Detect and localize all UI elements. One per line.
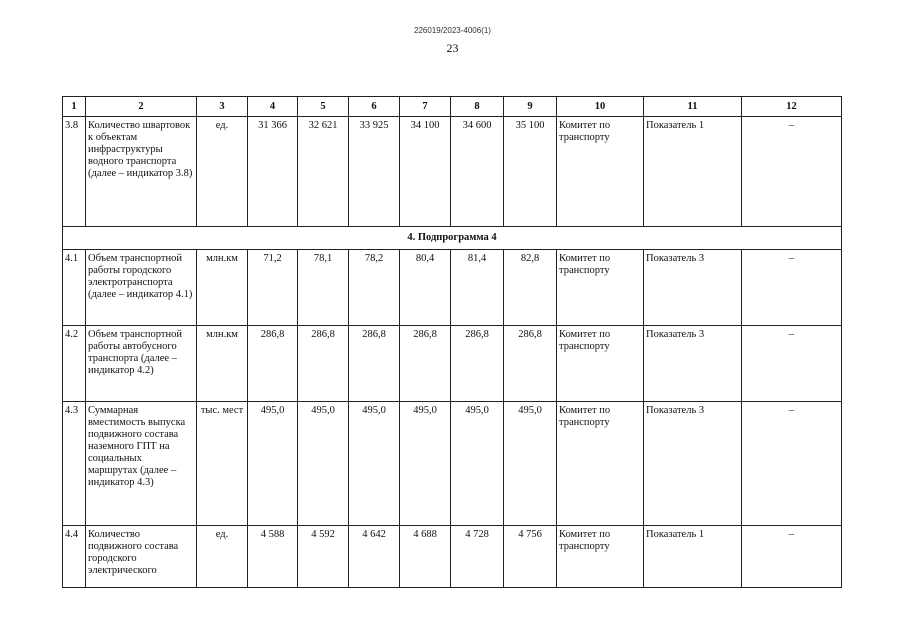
header-cell: 2 (86, 97, 197, 117)
unit: ед. (197, 117, 248, 227)
value-col5: 32 621 (298, 117, 349, 227)
value-col7: 286,8 (400, 326, 451, 402)
indicator-link: Показатель 3 (644, 326, 742, 402)
row-index: 4.3 (63, 402, 86, 526)
indicator-link: Показатель 3 (644, 250, 742, 326)
header-cell: 9 (504, 97, 557, 117)
header-cell: 8 (451, 97, 504, 117)
value-col6: 495,0 (349, 402, 400, 526)
unit: млн.км (197, 326, 248, 402)
column-12-value: – (742, 326, 842, 402)
header-cell: 3 (197, 97, 248, 117)
value-col9: 286,8 (504, 326, 557, 402)
header-cell: 7 (400, 97, 451, 117)
table-row (63, 117, 842, 227)
value-col5: 4 592 (298, 526, 349, 588)
header-cell: 6 (349, 97, 400, 117)
value-col7: 495,0 (400, 402, 451, 526)
value-col4: 286,8 (248, 326, 298, 402)
value-col6: 4 642 (349, 526, 400, 588)
value-col6: 78,2 (349, 250, 400, 326)
executor: Комитет по транспорту (557, 250, 644, 326)
value-col6: 33 925 (349, 117, 400, 227)
executor: Комитет по транспорту (557, 526, 644, 588)
row-index: 3.8 (63, 117, 86, 227)
row-index: 4.4 (63, 526, 86, 588)
page-number: 23 (446, 41, 459, 55)
document-id: 226019/2023-4006(1) (414, 26, 491, 35)
column-12-value: – (742, 526, 842, 588)
value-col5: 286,8 (298, 326, 349, 402)
unit: ед. (197, 526, 248, 588)
row-index: 4.2 (63, 326, 86, 402)
section-row (63, 227, 842, 250)
row-index: 4.1 (63, 250, 86, 326)
value-col5: 495,0 (298, 402, 349, 526)
unit: млн.км (197, 250, 248, 326)
indicator-name: Объем транспортной работы городского электротранспорта (далее – индикатор 4.1) (86, 250, 197, 326)
value-col7: 34 100 (400, 117, 451, 227)
indicator-name: Объем транспортной работы автобусного транспорта (далее – индикатор 4.2) (86, 326, 197, 402)
value-col8: 286,8 (451, 326, 504, 402)
header-cell: 1 (63, 97, 86, 117)
table-row (63, 326, 842, 402)
value-col8: 495,0 (451, 402, 504, 526)
column-12-value: – (742, 250, 842, 326)
value-col8: 4 728 (451, 526, 504, 588)
indicator-link: Показатель 1 (644, 117, 742, 227)
column-12-value: – (742, 402, 842, 526)
value-col4: 4 588 (248, 526, 298, 588)
indicator-link: Показатель 1 (644, 526, 742, 588)
value-col4: 31 366 (248, 117, 298, 227)
value-col4: 495,0 (248, 402, 298, 526)
indicators-table (62, 96, 842, 588)
value-col9: 495,0 (504, 402, 557, 526)
value-col4: 71,2 (248, 250, 298, 326)
indicator-name: Суммарная вместимость выпуска подвижного состава наземного ГПТ на социальных маршрутах (далее – индикатор 4.3) (86, 402, 197, 526)
value-col8: 81,4 (451, 250, 504, 326)
section-title: 4. Подпрограмма 4 (63, 227, 842, 250)
header-cell: 12 (742, 97, 842, 117)
value-col8: 34 600 (451, 117, 504, 227)
indicator-name: Количество подвижного состава городского электрического (86, 526, 197, 588)
executor: Комитет по транспорту (557, 326, 644, 402)
value-col9: 4 756 (504, 526, 557, 588)
value-col7: 4 688 (400, 526, 451, 588)
header-cell: 4 (248, 97, 298, 117)
value-col9: 35 100 (504, 117, 557, 227)
indicator-link: Показатель 3 (644, 402, 742, 526)
value-col9: 82,8 (504, 250, 557, 326)
table-header-row (63, 97, 842, 117)
executor: Комитет по транспорту (557, 402, 644, 526)
table-row (63, 526, 842, 588)
header-cell: 11 (644, 97, 742, 117)
header-cell: 10 (557, 97, 644, 117)
unit: тыс. мест (197, 402, 248, 526)
indicator-name: Количество швартовок к объектам инфраструктуры водного транспорта (далее – индикатор 3.8) (86, 117, 197, 227)
executor: Комитет по транспорту (557, 117, 644, 227)
column-12-value: – (742, 117, 842, 227)
value-col6: 286,8 (349, 326, 400, 402)
table-row (63, 402, 842, 526)
value-col5: 78,1 (298, 250, 349, 326)
header-cell: 5 (298, 97, 349, 117)
table-row (63, 250, 842, 326)
value-col7: 80,4 (400, 250, 451, 326)
